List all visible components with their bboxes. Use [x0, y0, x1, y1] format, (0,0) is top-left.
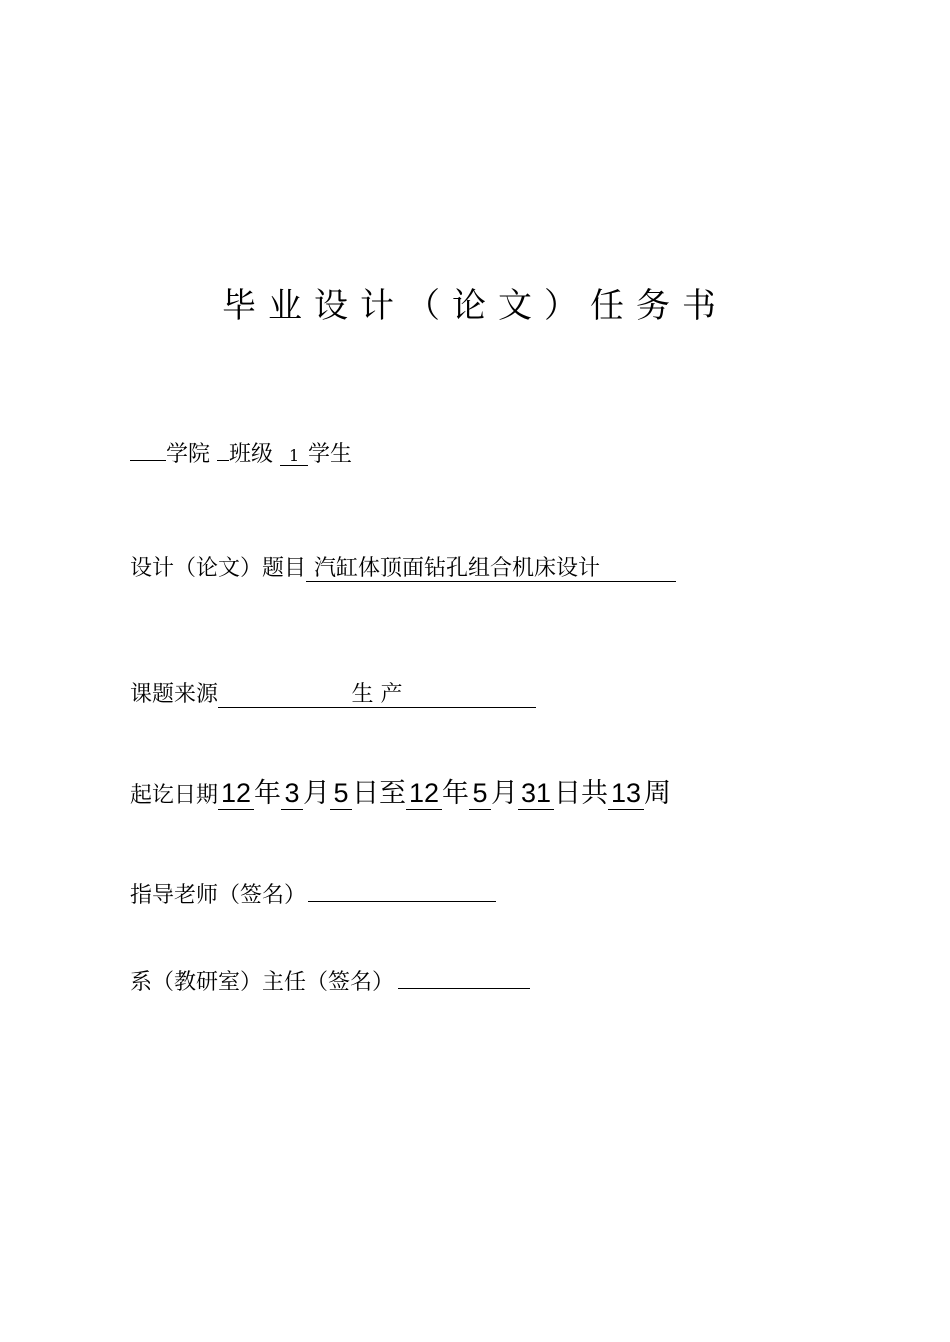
- student-label: 学生: [308, 442, 353, 467]
- date-line: [130, 777, 671, 813]
- advisor-signature-blank: [308, 901, 496, 902]
- source-label: 课题来源: [130, 682, 219, 707]
- end-year: 12: [406, 779, 442, 810]
- end-month: 5: [469, 779, 491, 810]
- day-total-text: 日共: [554, 778, 609, 809]
- topic-label: 设计（论文）题目: [130, 556, 307, 581]
- page-title: 毕业设计（论文）任务书: [222, 286, 728, 326]
- topic-line: [130, 554, 676, 584]
- start-month: 3: [281, 779, 303, 810]
- year-char-2: 年: [442, 778, 470, 809]
- college-label: 学院: [166, 442, 211, 467]
- college-blank: [130, 460, 166, 461]
- class-label: 班级: [229, 442, 274, 467]
- director-line: [130, 968, 530, 998]
- topic-value: 汽缸体顶面钻孔组合机床设计: [306, 557, 676, 582]
- week-char: 周: [644, 778, 672, 809]
- source-value: 生 产: [218, 683, 536, 708]
- director-signature-blank: [398, 988, 530, 989]
- year-char-1: 年: [254, 778, 282, 809]
- month-char-1: 月: [303, 778, 331, 809]
- weeks-value: 13: [608, 779, 644, 810]
- day-to-text: 日至: [352, 778, 407, 809]
- end-day: 31: [518, 779, 554, 810]
- start-year: 12: [218, 779, 254, 810]
- advisor-line: [130, 881, 496, 911]
- class-prefix-blank: [217, 460, 229, 461]
- director-label: 系（教研室）主任（签名）: [130, 970, 395, 995]
- class-value: 1: [280, 447, 308, 466]
- month-char-2: 月: [491, 778, 519, 809]
- student-info-line: [130, 440, 352, 470]
- source-line: [130, 680, 536, 710]
- start-day: 5: [330, 779, 352, 810]
- advisor-label: 指导老师（签名）: [130, 883, 307, 908]
- date-label: 起讫日期: [130, 783, 219, 808]
